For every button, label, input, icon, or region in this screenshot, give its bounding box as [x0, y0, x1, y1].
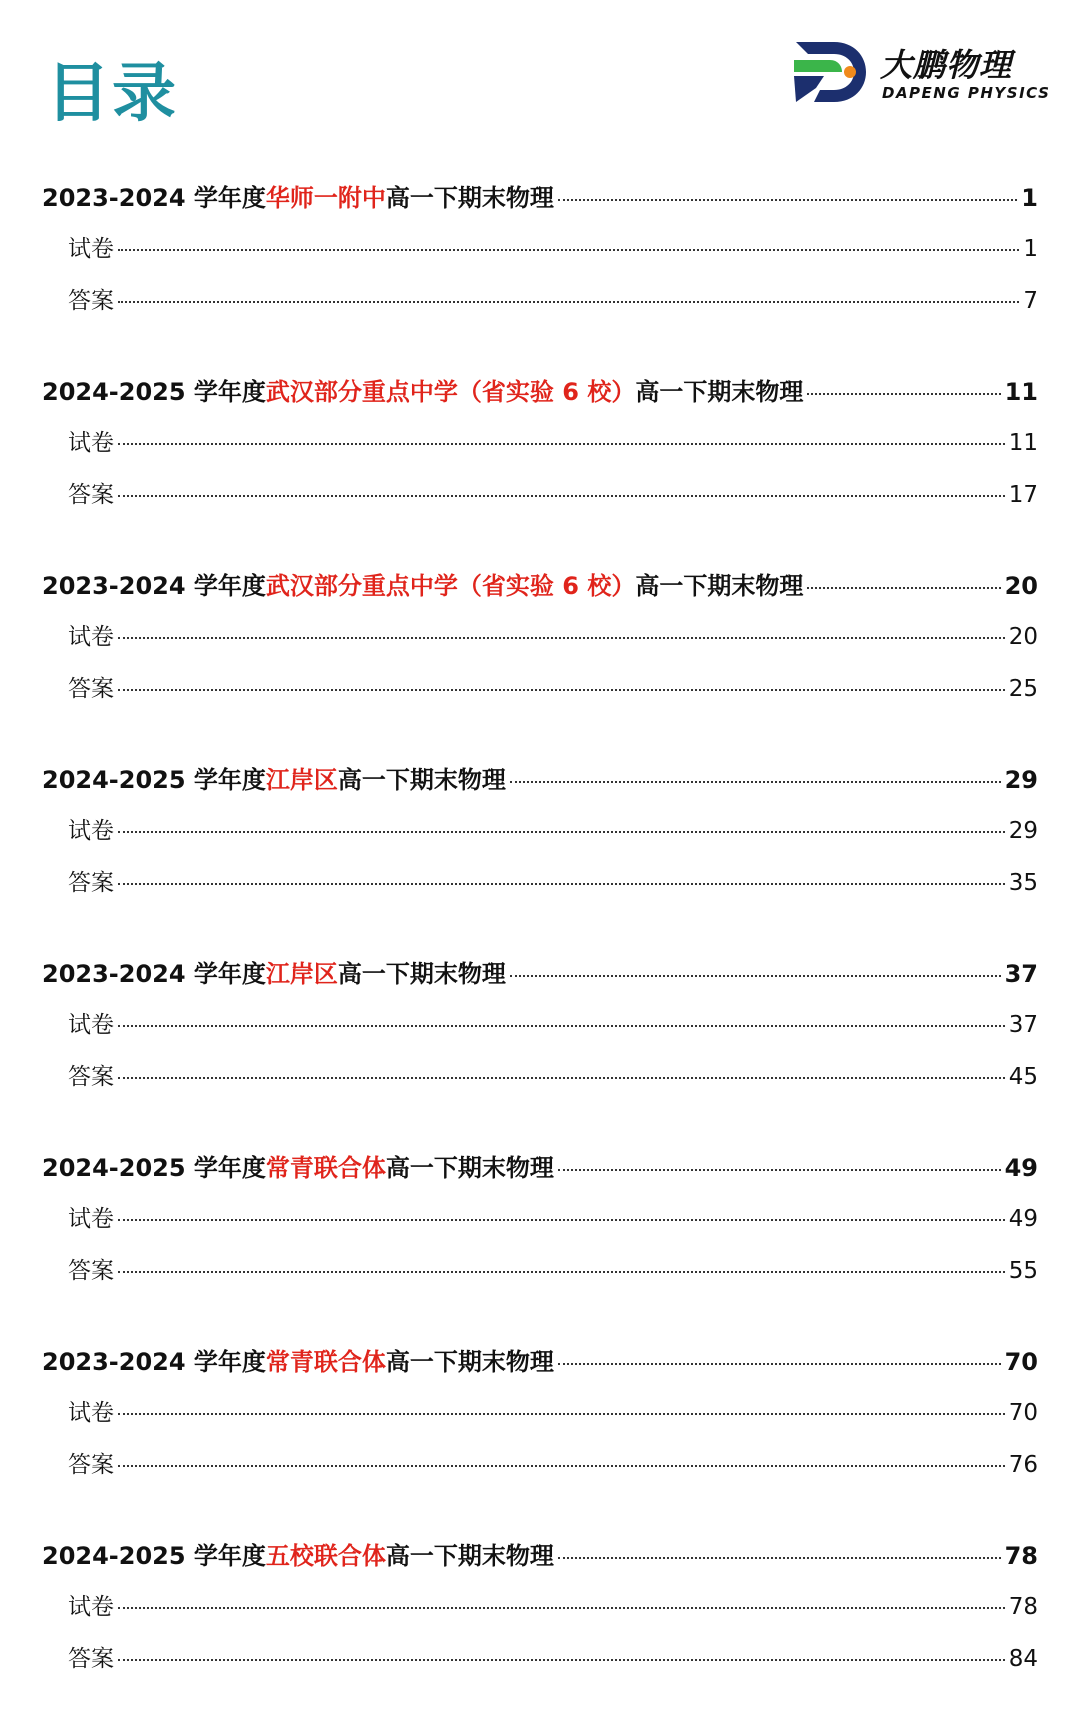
toc-heading[interactable] [0, 760, 1080, 812]
toc-item-label: 试卷 [68, 624, 114, 650]
toc-page-number: 45 [1008, 1064, 1038, 1090]
dot-leader [118, 637, 1005, 639]
toc-highlight: 江岸区 [265, 960, 338, 988]
toc-heading[interactable] [0, 1342, 1080, 1394]
toc-page-number: 20 [1008, 624, 1038, 650]
toc-page-number: 17 [1008, 482, 1038, 508]
dot-leader [118, 831, 1005, 833]
toc-heading[interactable] [0, 954, 1080, 1006]
toc-page-number: 49 [1004, 1154, 1038, 1182]
toc-item-label: 答案 [68, 1646, 114, 1672]
dot-leader [118, 689, 1005, 691]
toc-page-number: 76 [1008, 1452, 1038, 1478]
toc-item[interactable] [0, 476, 1080, 528]
toc-item[interactable] [0, 1200, 1080, 1252]
dot-leader [558, 1169, 1001, 1171]
toc-page-number: 78 [1008, 1594, 1038, 1620]
toc-highlight: 常青联合体 [265, 1348, 386, 1376]
toc-item[interactable] [0, 670, 1080, 722]
toc-item[interactable] [0, 1394, 1080, 1446]
toc-item[interactable] [0, 1588, 1080, 1640]
toc-highlight: 武汉部分重点中学（省实验 6 校） [265, 378, 636, 406]
toc-page-number: 35 [1008, 870, 1038, 896]
toc-heading-label: 2023-2024 学年度武汉部分重点中学（省实验 6 校）高一下期末物理 [42, 572, 804, 600]
dot-leader [118, 1607, 1005, 1609]
logo-text-en: DAPENG PHYSICS [882, 84, 1051, 102]
toc-item[interactable] [0, 618, 1080, 670]
dot-leader [118, 443, 1005, 445]
toc-heading-label: 2024-2025 学年度五校联合体高一下期末物理 [42, 1542, 554, 1570]
toc-item[interactable] [0, 812, 1080, 864]
toc-heading[interactable] [0, 372, 1080, 424]
dot-leader [510, 781, 1001, 783]
toc-heading-label: 2024-2025 学年度江岸区高一下期末物理 [42, 766, 506, 794]
dot-leader [558, 1557, 1001, 1559]
toc-page-number: 11 [1008, 430, 1038, 456]
dot-leader [118, 495, 1005, 497]
toc-item[interactable] [0, 1640, 1080, 1692]
dot-leader [118, 249, 1019, 251]
toc-heading-label: 2024-2025 学年度武汉部分重点中学（省实验 6 校）高一下期末物理 [42, 378, 804, 406]
dot-leader [118, 1025, 1005, 1027]
toc-item-label: 答案 [68, 676, 114, 702]
toc-group [0, 954, 1080, 1148]
toc-page-number: 11 [1004, 378, 1038, 406]
toc-item-label: 试卷 [68, 430, 114, 456]
toc-item[interactable] [0, 424, 1080, 476]
toc-item-label: 试卷 [68, 1400, 114, 1426]
toc-page-number: 37 [1004, 960, 1038, 988]
toc-heading[interactable] [0, 566, 1080, 618]
toc-item-label: 答案 [68, 1452, 114, 1478]
toc-heading[interactable] [0, 1148, 1080, 1200]
toc-highlight: 江岸区 [265, 766, 338, 794]
toc-highlight: 常青联合体 [265, 1154, 386, 1182]
dapeng-logo-icon [790, 36, 872, 108]
toc-item[interactable] [0, 282, 1080, 334]
toc-page-number: 70 [1004, 1348, 1038, 1376]
toc-heading[interactable] [0, 178, 1080, 230]
toc-heading[interactable] [0, 1536, 1080, 1588]
dapeng-physics-logo [790, 36, 1050, 116]
toc-page-number: 55 [1008, 1258, 1038, 1284]
toc-item[interactable] [0, 1006, 1080, 1058]
toc-group [0, 1536, 1080, 1730]
toc-group [0, 760, 1080, 954]
toc-item[interactable] [0, 1252, 1080, 1304]
toc-highlight: 武汉部分重点中学（省实验 6 校） [265, 572, 636, 600]
logo-text-cn: 大鹏物理 [880, 46, 1013, 84]
dot-leader [510, 975, 1001, 977]
toc-item-label: 答案 [68, 870, 114, 896]
toc-heading-label: 2023-2024 学年度江岸区高一下期末物理 [42, 960, 506, 988]
dot-leader [807, 393, 1000, 395]
toc-item-label: 答案 [68, 1258, 114, 1284]
toc-group [0, 372, 1080, 566]
dot-leader [118, 1659, 1005, 1661]
dot-leader [558, 1363, 1001, 1365]
dot-leader [118, 301, 1019, 303]
toc-item-label: 试卷 [68, 1206, 114, 1232]
toc-item-label: 试卷 [68, 1012, 114, 1038]
toc-item[interactable] [0, 230, 1080, 282]
toc-group [0, 566, 1080, 760]
dot-leader [118, 1271, 1005, 1273]
toc-page-number: 84 [1008, 1646, 1038, 1672]
toc-item[interactable] [0, 864, 1080, 916]
dot-leader [118, 1219, 1005, 1221]
toc-item[interactable] [0, 1446, 1080, 1498]
table-of-contents [0, 178, 1080, 1730]
toc-item-label: 答案 [68, 288, 114, 314]
dot-leader [558, 199, 1017, 201]
dot-leader [118, 1413, 1005, 1415]
toc-page-number: 1 [1023, 236, 1038, 262]
toc-page-number: 70 [1008, 1400, 1038, 1426]
toc-group [0, 178, 1080, 372]
toc-page-number: 20 [1004, 572, 1038, 600]
page-title: 目录 [46, 57, 178, 131]
toc-highlight: 华师一附中 [265, 184, 386, 212]
toc-page-number: 25 [1008, 676, 1038, 702]
toc-item-label: 试卷 [68, 818, 114, 844]
toc-item-label: 试卷 [68, 1594, 114, 1620]
toc-item-label: 试卷 [68, 236, 114, 262]
toc-item[interactable] [0, 1058, 1080, 1110]
toc-page-number: 29 [1008, 818, 1038, 844]
dot-leader [118, 1465, 1005, 1467]
toc-group [0, 1148, 1080, 1342]
toc-highlight: 五校联合体 [265, 1542, 386, 1570]
dot-leader [118, 883, 1005, 885]
toc-heading-label: 2023-2024 学年度常青联合体高一下期末物理 [42, 1348, 554, 1376]
toc-group [0, 1342, 1080, 1536]
dot-leader [807, 587, 1000, 589]
toc-page-number: 1 [1021, 184, 1038, 212]
toc-page-number: 49 [1008, 1206, 1038, 1232]
toc-heading-label: 2023-2024 学年度华师一附中高一下期末物理 [42, 184, 554, 212]
toc-heading-label: 2024-2025 学年度常青联合体高一下期末物理 [42, 1154, 554, 1182]
dot-leader [118, 1077, 1005, 1079]
toc-page-number: 78 [1004, 1542, 1038, 1570]
toc-page-number: 7 [1023, 288, 1038, 314]
toc-page-number: 37 [1008, 1012, 1038, 1038]
toc-page-number: 29 [1004, 766, 1038, 794]
toc-item-label: 答案 [68, 1064, 114, 1090]
toc-item-label: 答案 [68, 482, 114, 508]
